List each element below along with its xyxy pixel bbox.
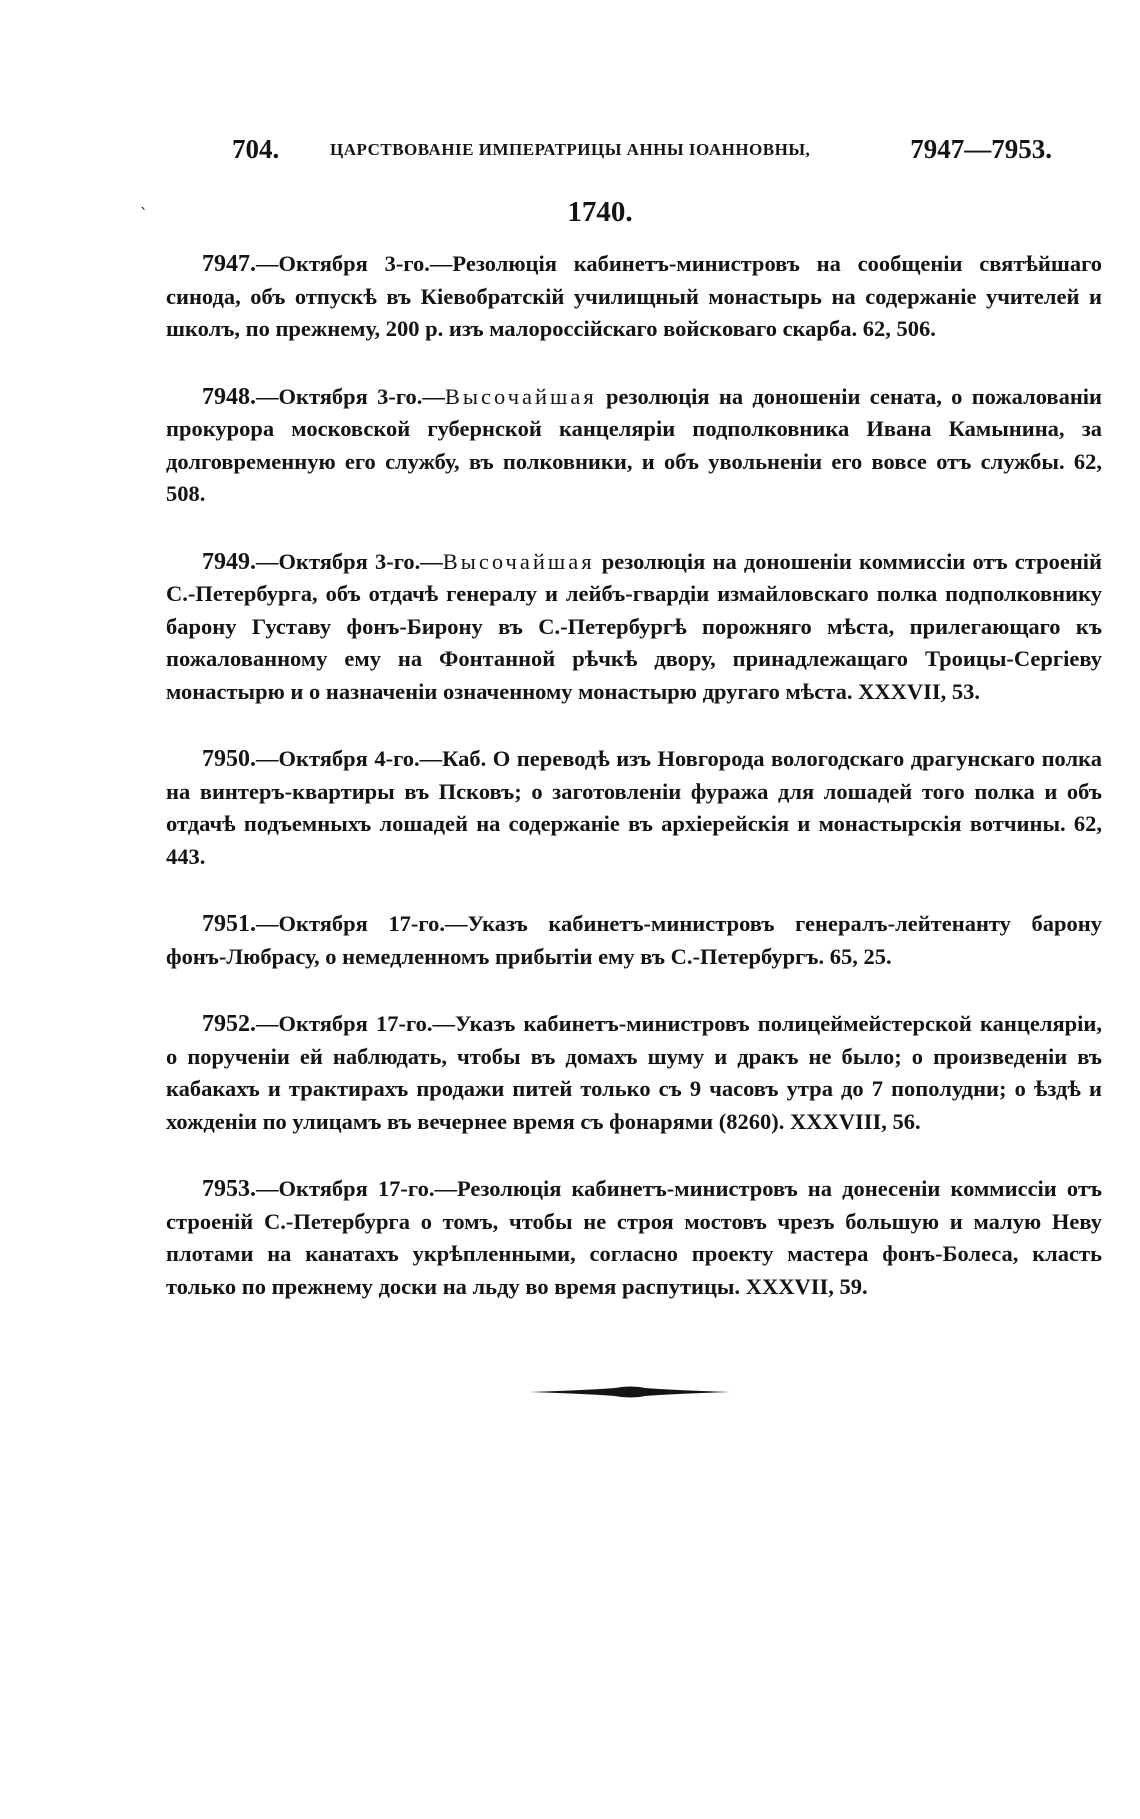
entry-number: 7951.	[202, 911, 256, 937]
entry-number: 7950.	[202, 746, 256, 772]
entry-date: —Октября 17-го.—	[256, 1176, 457, 1201]
entry-text: Указъ кабинетъ-министровъ генералъ-лейтенанту барону фонъ-Любрасу, о немедленномъ прибытіи ему въ С.-Петербургъ.	[166, 911, 1102, 969]
entry-date: —Октября 17-го.—	[256, 911, 468, 936]
entry-lead: Высочайшая	[442, 548, 595, 574]
entry-text: Указъ кабинетъ-министровъ полицеймейстерской канцеляріи, о порученіи ей наблюдать, чтобы въ домахъ шуму и дракъ не было; о произведеніи въ кабакахъ и трактирахъ продажи питей только съ 9 часовъ утра до 7 пополудни; о ѣздѣ и хожденіи по улицамъ въ вечернее время съ фонарями (8260).	[166, 1011, 1102, 1134]
entry-reference: 65, 25.	[829, 943, 892, 969]
entry-reference: XXXVIII, 56.	[790, 1108, 921, 1134]
entry-text: резолюція на доношеніи сената, о пожалованіи прокурора московской губернской канцеляріи подполковника Ивана Камынина, за долговременную его службу, въ полковники, и объ увольненіи его вовсе отъ службы.	[166, 383, 1103, 474]
entry-number: 7949.	[202, 548, 256, 575]
page-number: 704.	[232, 134, 280, 164]
entries-list	[166, 248, 1102, 1338]
entry-text: Каб. О переводѣ изъ Новгорода вологодскаго драгунскаго полка на винтеръ-квартиры въ Псковъ; о заготовленіи фуража для лошадей того полка и объ отдачѣ подъемныхъ лошадей на содержаніе въ архіерейскія и монастырскія вотчины.	[166, 746, 1102, 836]
entry-7950	[166, 743, 1102, 873]
entry-range: 7947—7953.	[910, 134, 1052, 164]
entry-lead: Высочайшая	[444, 383, 597, 409]
entry-number: 7953.	[202, 1176, 256, 1202]
entry-date: —Октября 17-го.—	[256, 1011, 456, 1036]
entry-date: —Октября 3-го.—	[256, 251, 453, 276]
margin-mark: ˋ	[140, 205, 148, 224]
year-heading: 1740.	[567, 196, 633, 228]
entry-reference: 62, 443.	[166, 811, 1103, 869]
entry-text: Резолюція кабинетъ-министровъ на сообщеніи святѣйшаго синода, объ отпускѣ въ Кіевобратскій училищный монастырь на содержаніе учителей и школъ, по прежнему, 200 р. изъ малороссійскаго войсковаго скарба.	[166, 251, 1102, 341]
entry-reference: XXXVII, 59.	[745, 1273, 868, 1299]
entry-7947	[166, 248, 1102, 346]
entry-number: 7948.	[202, 383, 256, 410]
entry-number: 7947.	[202, 251, 256, 277]
entry-reference: 62, 508.	[166, 448, 1103, 506]
reign-title: ЦАРСТВОВАНІЕ ИМПЕРАТРИЦЫ АННЫ ІОАННОВНЫ,	[330, 140, 811, 159]
entry-date: —Октября 3-го.—	[256, 548, 443, 574]
entry-text: резолюція на доношеніи коммиссіи отъ строеній С.-Петербурга, объ отдачѣ генералу и лейбъ-гвардіи измайловскаго полка подполковнику барону Густаву фонъ-Бирону въ С.-Петербургѣ порожняго мѣста, прилегающаго къ пожалованному ему на Фонтанной рѣчкѣ двору, принадлежащаго Троицы-Сергіеву монастырю и о назначеніи означенному монастырю другаго мѣста.	[166, 548, 1103, 704]
end-ornament-icon	[530, 1385, 730, 1399]
entry-number: 7952.	[202, 1011, 256, 1037]
running-head	[232, 134, 1052, 174]
entry-7952	[166, 1008, 1102, 1138]
entry-text: Резолюція кабинетъ-министровъ на донесеніи коммиссіи отъ строеній С.-Петербурга о томъ, чтобы не строя мостовъ чрезъ большую и малую Неву плотами на канатахъ укрѣпленными, согласно проекту мастера фонъ-Болеса, класть только по прежнему доски на льду во время распутицы.	[166, 1176, 1102, 1299]
entry-7948	[166, 381, 1102, 511]
entry-reference: 62, 506.	[862, 316, 936, 341]
entry-7949	[166, 546, 1102, 709]
entry-date: —Октября 4-го.—	[256, 746, 443, 771]
entry-reference: XXXVII, 53.	[858, 678, 980, 704]
entry-date: —Октября 3-го.—	[256, 383, 445, 409]
entry-7951	[166, 908, 1102, 973]
entry-7953	[166, 1173, 1102, 1303]
